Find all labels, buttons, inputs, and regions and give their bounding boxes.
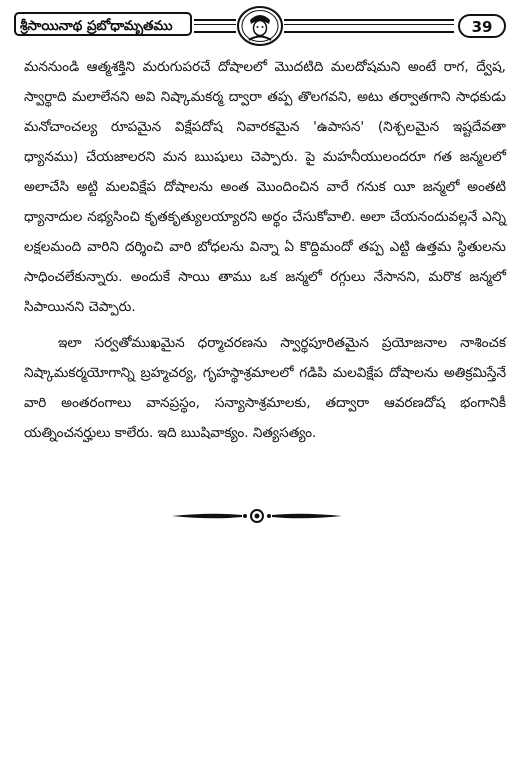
- book-title: శ్రీసాయినాథ ప్రబోధామృతము: [14, 12, 192, 36]
- body-text: [24, 52, 506, 448]
- page-number: 39: [458, 14, 506, 38]
- paragraph-1: మననుండి ఆత్మశక్తిని మరుగుపరచే దోషాలలో మొదటిది మలదోషమని అంటే రాగ, ద్వేష, స్వార్థాది మలాలేనని అవి నిష్కామకర్మ ద్వారా తప్ప తొలగవని, అటు తర్వాతగాని సాధకుడు మనోచాంచల్య రూపమైన విక్షేపదోష నివారకమైన 'ఉపాసన' (నిశ్చలమైన ఇష్టదేవతా ధ్యానము) చేయజాలరని మన ఋషులు చెప్పారు. పై మహనీయులందరూ గత జన్మలలో అలాచేసి అట్టి మలవిక్షేప దోషాలను అంత మొందించిన వారే గనుక యీ జన్మలో అంతటి ధ్యానాదుల నభ్యసించి కృతకృత్యులయ్యారని అర్థం చేసుకోవాలి. అలా చేయనందువల్లనే ఎన్ని లక్షలమంది వారిని దర్శించి వారి బోధలను విన్నా ఏ కొద్దిమందో తప్ప ఎట్టి ఉత్తమ స్థితులను సాధించలేకున్నారు. అందుకే సాయి తాము ఒక జన్మలో రగ్గులు నేసానని, మరొక జన్మలో సిపాయినని చెప్పారు.: [24, 59, 506, 315]
- sai-baba-portrait-icon: [236, 6, 284, 46]
- paragraph-2: ఇలా సర్వతోముఖమైన ధర్మాచరణను స్వార్థపూరితమైన ప్రయోజనాల నాశించక నిష్కామకర్మయోగాన్ని బ్రహ్మచర్య, గృహస్థాశ్రమాలలో గడిపి మలవిక్షేప దోషాలను అతిక్రమిస్తేనే వారి అంతరంగాలు వానప్రస్థం, సన్యాసాశ్రమాలకు, తద్వారా ఆవరణదోష భంగానికీ యత్నించనర్హులు కాలేరు. ఇది ఋషివాక్యం. నిత్యసత్యం.: [24, 335, 506, 441]
- ornamental-divider-icon: [172, 505, 342, 527]
- page-header: [14, 6, 510, 46]
- header-rule-left: [194, 19, 236, 33]
- header-rule-right: [284, 19, 454, 33]
